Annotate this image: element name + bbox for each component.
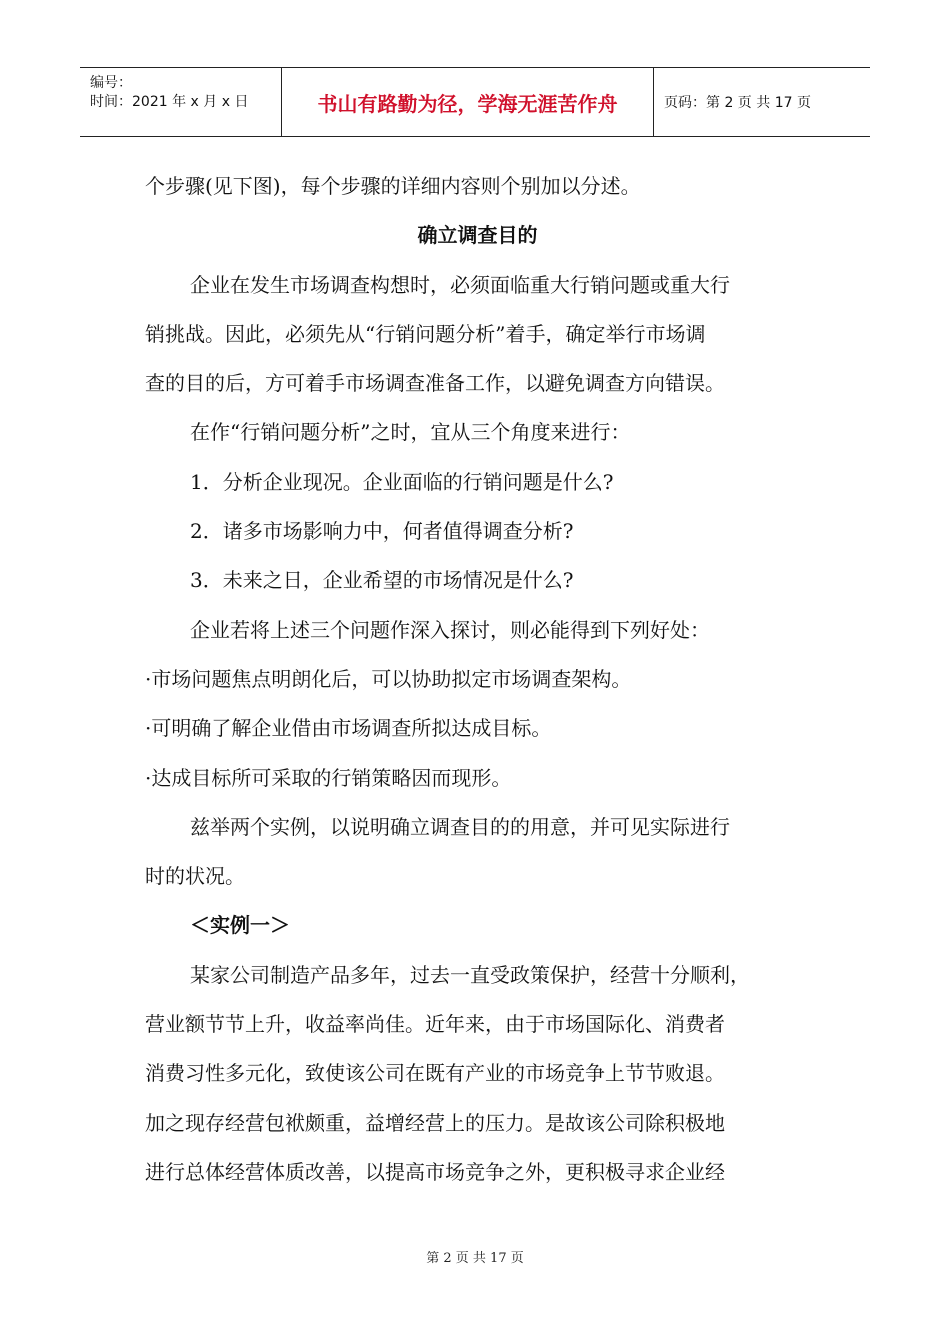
bullet-item: ·市场问题焦点明朗化后，可以协助拟定市场调查架构。 [145,666,632,691]
body-line: 销挑战。因此，必须先从“行销问题分析”着手，确定举行市场调 [145,321,706,346]
body-line: 某家公司制造产品多年，过去一直受政策保护，经营十分顺利， [190,962,750,987]
list-item: 1．分析企业现况。企业面临的行销问题是什么? [190,469,614,494]
number-label: 编号： [90,75,132,91]
motto-text: 书山有路勤为径，学海无涯苦作舟 [317,91,618,116]
document-body [145,162,810,1197]
body-line: 兹举两个实例，以说明确立调查目的的用意，并可见实际进行 [190,814,730,839]
body-line: 消费习性多元化，致使该公司在既有产业的市场竞争上节节败退。 [145,1061,725,1086]
header-page-cell [654,68,870,136]
body-line: 企业在发生市场调查构想时，必须面临重大行销问题或重大行 [190,272,730,297]
body-line: 在作“行销问题分析”之时，宜从三个角度来进行： [190,420,631,445]
body-line: 企业若将上述三个问题作深入探讨，则必能得到下列好处： [190,617,710,642]
page-label: 页码：第 2 页 共 17 页 [664,95,811,111]
date-label: 时间：2021 年 x 月 x 日 [90,94,249,110]
body-line: 个步骤(见下图)，每个步骤的详细内容则个别加以分述。 [145,174,641,198]
section-heading: 确立调查目的 [417,223,538,248]
page-footer: 第 2 页 共 17 页 [426,1251,524,1266]
bullet-item: ·达成目标所可采取的行销策略因而现形。 [145,765,512,790]
header-meta-cell [80,68,282,136]
header-motto-cell [282,68,654,136]
body-line: 时的状况。 [145,864,245,889]
example-heading: ＜实例一＞ [190,913,290,938]
body-line: 加之现存经营包袱颇重，益增经营上的压力。是故该公司除积极地 [145,1110,725,1135]
list-item: 2．诸多市场影响力中，何者值得调查分析? [190,519,574,544]
body-line: 进行总体经营体质改善，以提高市场竞争之外，更积极寻求企业经 [145,1159,725,1184]
list-item: 3．未来之日，企业希望的市场情况是什么? [190,568,574,593]
body-line: 查的目的后，方可着手市场调查准备工作，以避免调查方向错误。 [145,371,725,396]
header-table [80,67,870,137]
body-line: 营业额节节上升，收益率尚佳。近年来，由于市场国际化、消费者 [145,1012,725,1037]
bullet-item: ·可明确了解企业借由市场调查所拟达成目标。 [145,716,552,741]
